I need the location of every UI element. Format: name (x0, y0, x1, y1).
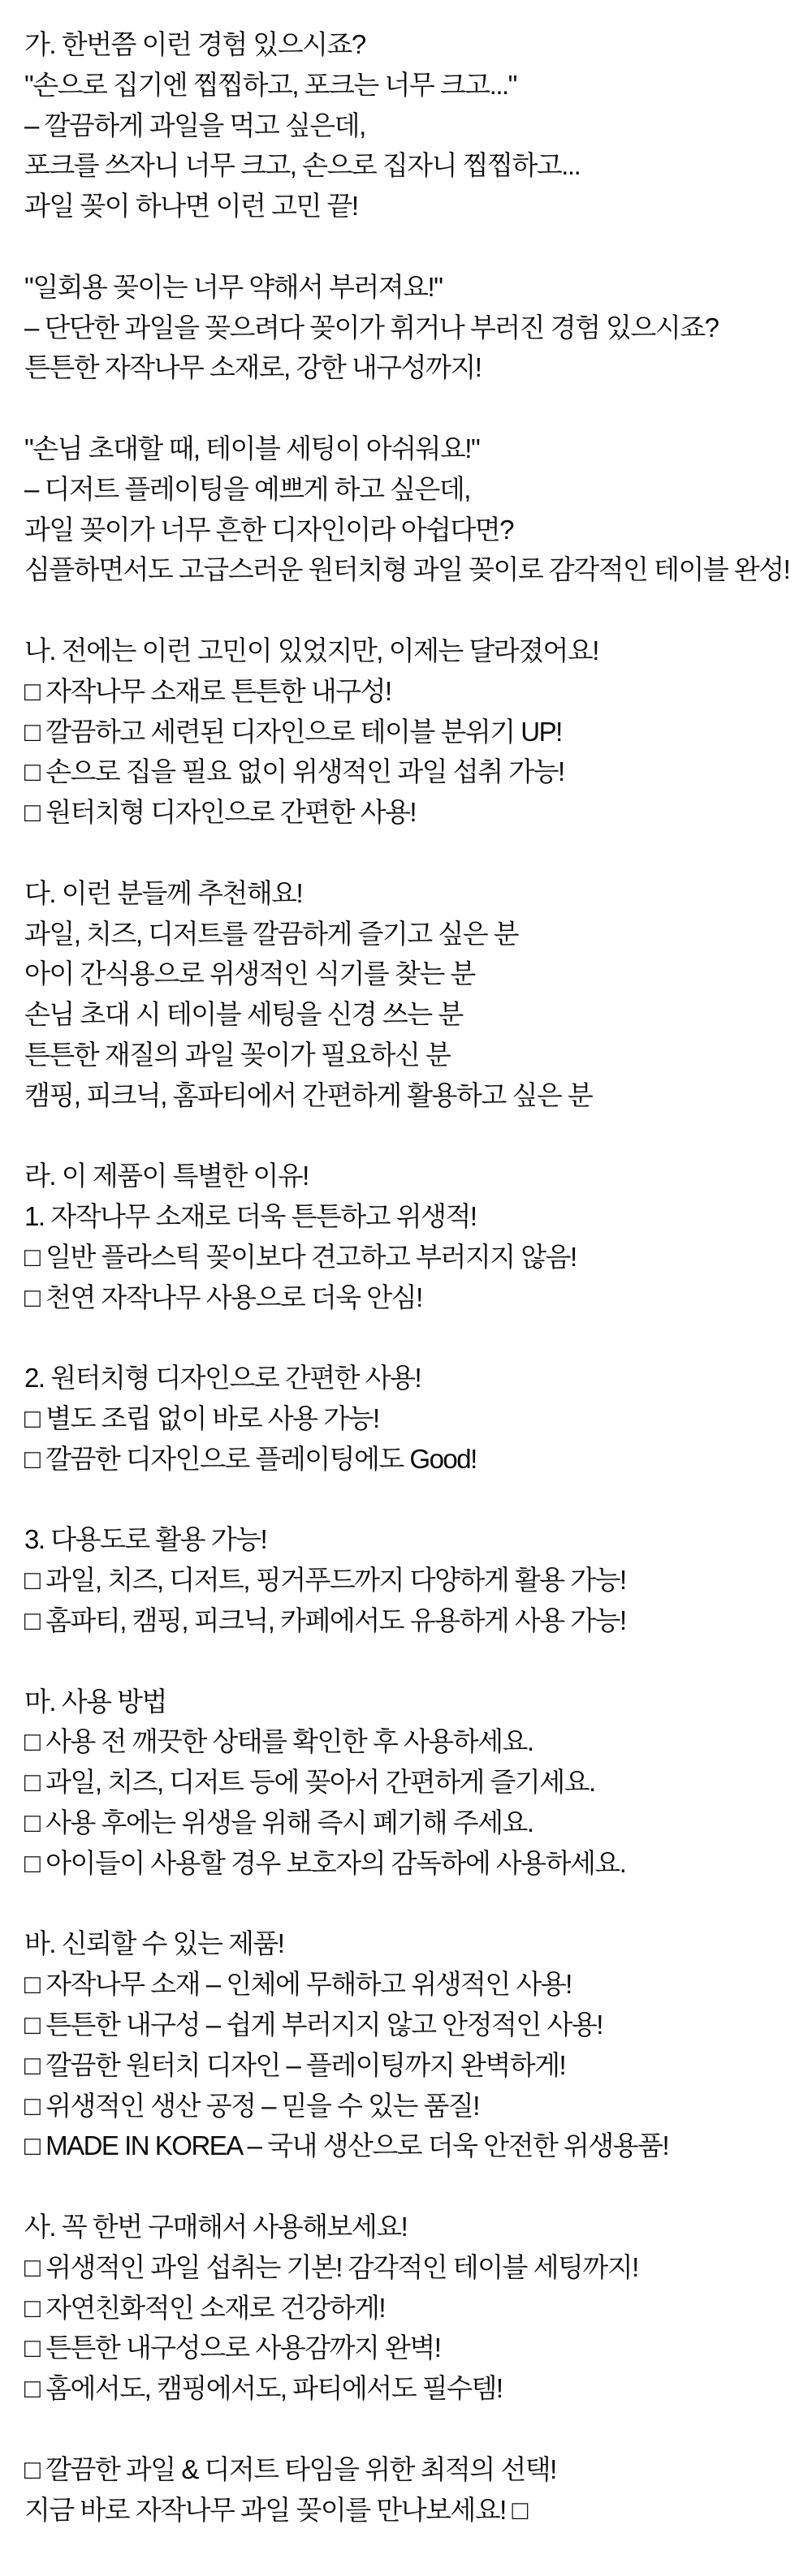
text-line: 과일 꽂이가 너무 흔한 디자인이라 아쉽다면? (24, 514, 513, 545)
text-line: □ 일반 플라스틱 꽂이보다 견고하고 부러지지 않음! (24, 1241, 577, 1272)
text-line: □ 손으로 집을 필요 없이 위생적인 과일 섭취 가능! (24, 756, 564, 787)
text-line: 손님 초대 시 테이블 세팅을 신경 쓰는 분 (24, 999, 463, 1030)
text-line: "일회용 꽂이는 너무 약해서 부러져요!" (24, 271, 443, 302)
text-line: "손으로 집기엔 찝찝하고, 포크는 너무 크고..." (24, 69, 516, 100)
section-ra-special-1 (24, 1156, 804, 1317)
text-line: □ 깔끔한 디자인으로 플레이팅에도 Good! (24, 1443, 477, 1474)
text-line: □ 과일, 치즈, 디저트, 핑거푸드까지 다양하게 활용 가능! (24, 1565, 626, 1596)
text-line: 가. 한번쯤 이런 경험 있으시죠? (24, 29, 365, 59)
text-line: 캠핑, 피크닉, 홈파티에서 간편하게 활용하고 싶은 분 (24, 1079, 593, 1110)
text-line: □ 천연 자작나무 사용으로 더욱 안심! (24, 1282, 422, 1312)
text-line: 심플하면서도 고급스러운 원터치형 과일 꽂이로 감각적인 테이블 완성! (24, 554, 790, 585)
text-line: □ 튼튼한 내구성으로 사용감까지 완벽! (24, 2333, 441, 2363)
text-line: □ 과일, 치즈, 디저트 등에 꽂아서 간편하게 즐기세요. (24, 1767, 595, 1798)
text-line: □ 홈에서도, 캠핑에서도, 파티에서도 필수템! (24, 2373, 503, 2404)
text-line: □ 깔끔한 과일 & 디저트 타임을 위한 최적의 선택! (24, 2453, 556, 2484)
text-line: □ 사용 전 깨끗한 상태를 확인한 후 사용하세요. (24, 1726, 533, 1757)
text-line: 바. 신뢰할 수 있는 제품! (24, 1928, 284, 1959)
text-line: 라. 이 제품이 특별한 이유! (24, 1161, 309, 1191)
section-ma-usage (24, 1682, 804, 1884)
text-line: 다. 이런 분들께 추천해요! (24, 877, 303, 908)
section-ra-special-2 (24, 1358, 804, 1479)
text-line: □ 자작나무 소재 – 인체에 무해하고 위생적인 사용! (24, 1969, 572, 2000)
section-na-changed (24, 631, 804, 833)
text-line: □ 자작나무 소재로 튼튼한 내구성! (24, 675, 391, 706)
text-line: 나. 전에는 이런 고민이 있었지만, 이제는 달라졌어요! (24, 635, 598, 666)
text-line: □ 원터치형 디자인으로 간편한 사용! (24, 797, 417, 828)
text-line: 튼튼한 자작나무 소재로, 강한 내구성까지! (24, 352, 482, 383)
text-line: – 깔끔하게 과일을 먹고 싶은데, (24, 110, 365, 140)
text-line: □ 별도 조립 없이 바로 사용 가능! (24, 1403, 379, 1434)
section-da-recommend (24, 873, 804, 1116)
text-line: 3. 다용도로 활용 가능! (24, 1524, 267, 1555)
text-line: □ 깔끔한 원터치 디자인 – 플레이팅까지 완벽하게! (24, 2049, 566, 2080)
section-ba-trust (24, 1923, 804, 2166)
section-closing (24, 2449, 804, 2531)
section-sa-buy (24, 2207, 804, 2409)
text-line: □ MADE IN KOREA – 국내 생산으로 더욱 안전한 위생용품! (24, 2130, 669, 2161)
section-disposable-weak (24, 267, 804, 388)
text-line: 아이 간식용으로 위생적인 식기를 찾는 분 (24, 958, 475, 989)
text-line: □ 깔끔하고 세련된 디자인으로 테이블 분위기 UP! (24, 716, 562, 747)
section-ra-special-3 (24, 1519, 804, 1640)
text-line: □ 사용 후에는 위생을 위해 즉시 폐기해 주세요. (24, 1807, 533, 1838)
section-table-setting (24, 429, 804, 590)
text-line: □ 아이들이 사용할 경우 보호자의 감독하에 사용하세요. (24, 1847, 626, 1878)
text-line: "손님 초대할 때, 테이블 세팅이 아쉬워요!" (24, 433, 480, 463)
text-line: □ 위생적인 과일 섭취는 기본! 감각적인 테이블 세팅까지! (24, 2251, 638, 2282)
text-line: □ 자연친화적인 소재로 건강하게! (24, 2292, 386, 2323)
text-line: 튼튼한 재질의 과일 꽂이가 필요하신 분 (24, 1039, 451, 1070)
text-line: 1. 자작나무 소재로 더욱 튼튼하고 위생적! (24, 1201, 477, 1232)
text-line: – 단단한 과일을 꽂으려다 꽂이가 휘거나 부러진 경험 있으시죠? (24, 312, 719, 342)
text-line: – 디저트 플레이팅을 예쁘게 하고 싶은데, (24, 473, 470, 504)
text-line: □ 튼튼한 내구성 – 쉽게 부러지지 않고 안정적인 사용! (24, 2010, 603, 2040)
text-line: 마. 사용 방법 (24, 1686, 166, 1717)
text-line: 사. 꼭 한번 구매해서 사용해보세요! (24, 2212, 408, 2242)
text-line: 지금 바로 자작나무 과일 꽂이를 만나보세요! □ (24, 2494, 527, 2525)
text-line: 과일, 치즈, 디저트를 깔끔하게 즐기고 싶은 분 (24, 918, 519, 949)
text-line: 과일 꽂이 하나면 이런 고민 끝! (24, 191, 358, 222)
section-ga-experience (24, 24, 804, 226)
text-line: □ 위생적인 생산 공정 – 믿을 수 있는 품질! (24, 2090, 479, 2121)
text-line: 포크를 쓰자니 너무 크고, 손으로 집자니 찝찝하고... (24, 150, 581, 181)
text-line: □ 홈파티, 캠핑, 피크닉, 카페에서도 유용하게 사용 가능! (24, 1605, 626, 1636)
text-line: 2. 원터치형 디자인으로 간편한 사용! (24, 1363, 421, 1394)
